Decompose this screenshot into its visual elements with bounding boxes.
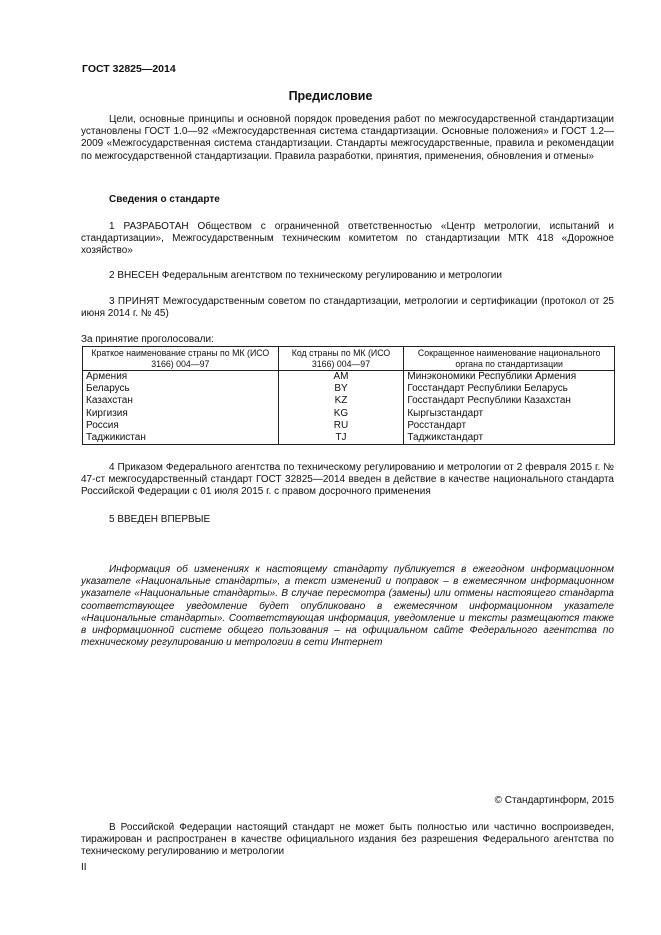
cell-body: Кыргызстандарт [404, 408, 615, 420]
cell-code: BY [278, 383, 404, 395]
col-header-body: Сокращенное наименование национального органа по стандартизации [404, 347, 615, 371]
cell-body: Госстандарт Республики Казахстан [404, 395, 615, 407]
item-submitted: 2 ВНЕСЕН Федеральным агентством по техническому регулированию и метрологии [109, 270, 502, 281]
copyright: © Стандартинформ, 2015 [494, 795, 614, 806]
cell-code: KG [278, 408, 404, 420]
table-row [83, 371, 615, 384]
reproduction-note: В Российской Федерации настоящий стандарт не может быть полностью или частично воспроизведен, тиражирован и распространен в качестве официального издания без разрешения Федерального агентства по техническому регулированию и метрологии [81, 822, 614, 858]
cell-country: Россия [83, 420, 279, 432]
adoption-table [82, 346, 615, 445]
item-developed: 1 РАЗРАБОТАН Обществом с ограниченной ответственностью «Центр метрологии, испытаний и стандартизации», Межгосударственным техническим комитетом по стандартизации МТК 418 «Дорожное хозяйство» [81, 221, 614, 257]
cell-body: Госстандарт Республики Беларусь [404, 383, 615, 395]
cell-body: Минэкономики Республики Армения [404, 371, 615, 384]
table-row [83, 408, 615, 420]
section-heading: Сведения о стандарте [109, 194, 220, 205]
item-introduced: 5 ВВЕДЕН ВПЕРВЫЕ [109, 514, 211, 525]
cell-body: Росстандарт [404, 420, 615, 432]
cell-body: Таджикстандарт [404, 432, 615, 445]
cell-code: RU [278, 420, 404, 432]
vote-caption: За принятие проголосовали: [81, 334, 214, 345]
table-row [83, 432, 615, 445]
page-number: II [81, 862, 87, 873]
table-row [83, 420, 615, 432]
page-title: Предисловие [288, 89, 373, 103]
cell-country: Армения [83, 371, 279, 384]
table-row [83, 383, 615, 395]
intro-paragraph: Цели, основные принципы и основной порядок проведения работ по межгосударственной стандартизации установлены ГОСТ 1.0—92 «Межгосударственная система стандартизации. Основные положения» и ГОСТ 1.2—2009 «Межгосударственная система стандартизации. Стандарты межгосударственные, правила и рекомендации по межгосударственной стандартизации. Правила разработки, принятия, применения, обновления и отмены» [81, 114, 614, 162]
document-code: ГОСТ 32825—2014 [82, 63, 176, 75]
table-header-row [83, 347, 615, 371]
cell-code: TJ [278, 432, 404, 445]
table-row [83, 395, 615, 407]
item-enacted: 4 Приказом Федерального агентства по техническому регулированию и метрологии от 2 февраля 2015 г. № 47-ст межгосударственный стандарт ГОСТ 32825—2014 введен в действие в качестве национального стандарта Российской Федерации с 01 июля 2015 г. с правом досрочного применения [81, 462, 614, 498]
cell-country: Киргизия [83, 408, 279, 420]
cell-code: KZ [278, 395, 404, 407]
cell-country: Казахстан [83, 395, 279, 407]
cell-code: AM [278, 371, 404, 384]
cell-country: Таджикистан [83, 432, 279, 445]
col-header-country: Краткое наименование страны по МК (ИСО 3166) 004—97 [83, 347, 279, 371]
info-note: Информация об изменениях к настоящему стандарту публикуется в ежегодном информационном указателе «Национальные стандарты», а текст изменений и поправок – в ежемесячном информационном указателе «Национальные стандарты». В случае пересмотра (замены) или отмены настоящего стандарта соответствующее уведомление будет опубликовано в ежемесячном информационном указателе «Национальные стандарты». Соответствующая информация, уведомление и тексты размещаются также в информационной системе общего пользования – на официальном сайте Федерального агентства по техническому регулированию и метрологии в сети Интернет [81, 564, 614, 649]
col-header-code: Код страны по МК (ИСО 3166) 004—97 [278, 347, 404, 371]
cell-country: Беларусь [83, 383, 279, 395]
item-adopted: 3 ПРИНЯТ Межгосударственным советом по стандартизации, метрологии и сертификации (протокол от 25 июня 2014 г. № 45) [81, 296, 614, 320]
